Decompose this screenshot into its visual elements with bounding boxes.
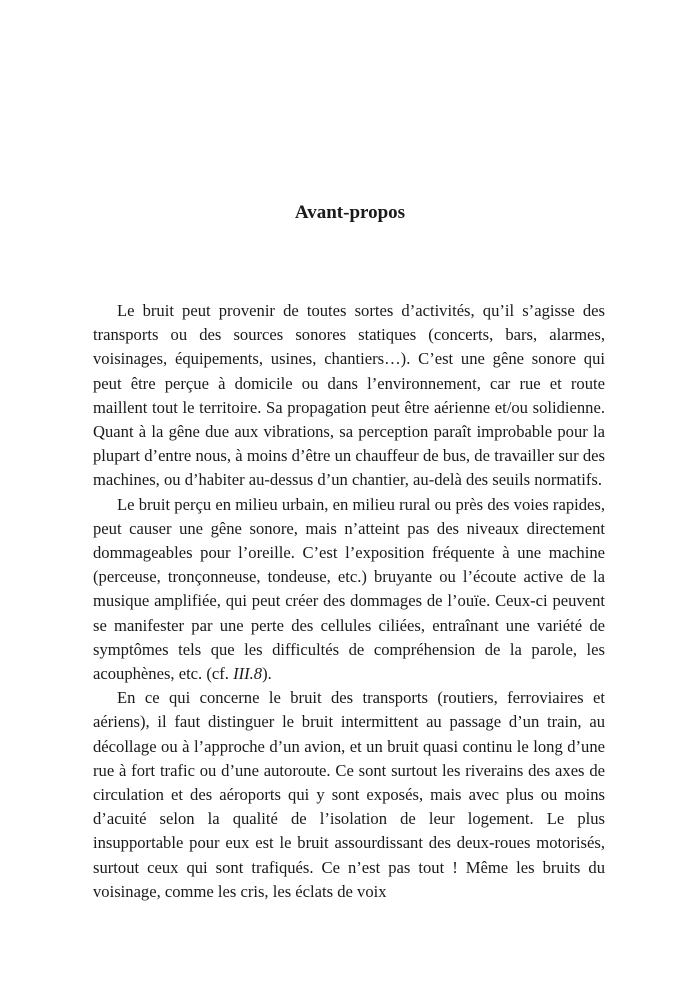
body-text (93, 299, 605, 904)
paragraph-2 (93, 493, 605, 687)
page-title: Avant-propos (294, 202, 406, 223)
cross-reference: III.8 (233, 664, 263, 684)
paragraph-3-text: En ce qui concerne le bruit des transports (routiers, ferroviaires et aériens), il faut distinguer le bruit intermittent au passage d’un train, au décollage ou à l’approche d’un avion, et un bruit quasi continu le long d’une rue à fort trafic ou d’une autoroute. Ce sont surtout les riverains des axes de circulation et des aéroports qui y sont exposés, mais avec plus ou moins d’acuité selon la qualité de l’isolation de leur logement. Le plus insupportable pour eux est le bruit assourdissant des deux-roues motorisés, surtout ceux qui sont trafiqués. Ce n’est pas tout ! Même les bruits du voisinage, comme les cris, les éclats de voix (93, 688, 605, 901)
paragraph-2-closing: ). (262, 664, 272, 684)
paragraph-1-text: Le bruit peut provenir de toutes sortes d’activités, qu’il s’agisse des transports ou des sources sonores statiques (concerts, bars, alarmes, voisinages, équipements, usines, chantiers…). C’est une gêne sonore qui peut être perçue à domicile ou dans l’environnement, car rue et route maillent tout le territoire. Sa propagation peut être aérienne et/ou solidienne. Quant à la gêne due aux vibrations, sa perception paraît improbable pour la plupart d’entre nous, à moins d’être un chauffeur de bus, de travailler sur des machines, ou d’habiter au-dessus d’un chantier, au-delà des seuils normatifs. (93, 301, 605, 490)
paragraph-3 (93, 686, 605, 904)
paragraph-1 (93, 299, 605, 493)
paragraph-2-text: Le bruit perçu en milieu urbain, en milieu rural ou près des voies rapides, peut causer une gêne sonore, mais n’atteint pas des niveaux directement dommageables pour l’oreille. C’est l’exposition fréquente à une machine (perceuse, tronçonneuse, tondeuse, etc.) bruyante ou l’écoute active de la musique amplifiée, qui peut créer des dommages de l’ouïe. Ceux-ci peuvent se manifester par une perte des cellules ciliées, entraînant une variété de symptômes tels que les difficultés de compréhension de la parole, les acouphènes, etc. (cf. (93, 494, 605, 684)
